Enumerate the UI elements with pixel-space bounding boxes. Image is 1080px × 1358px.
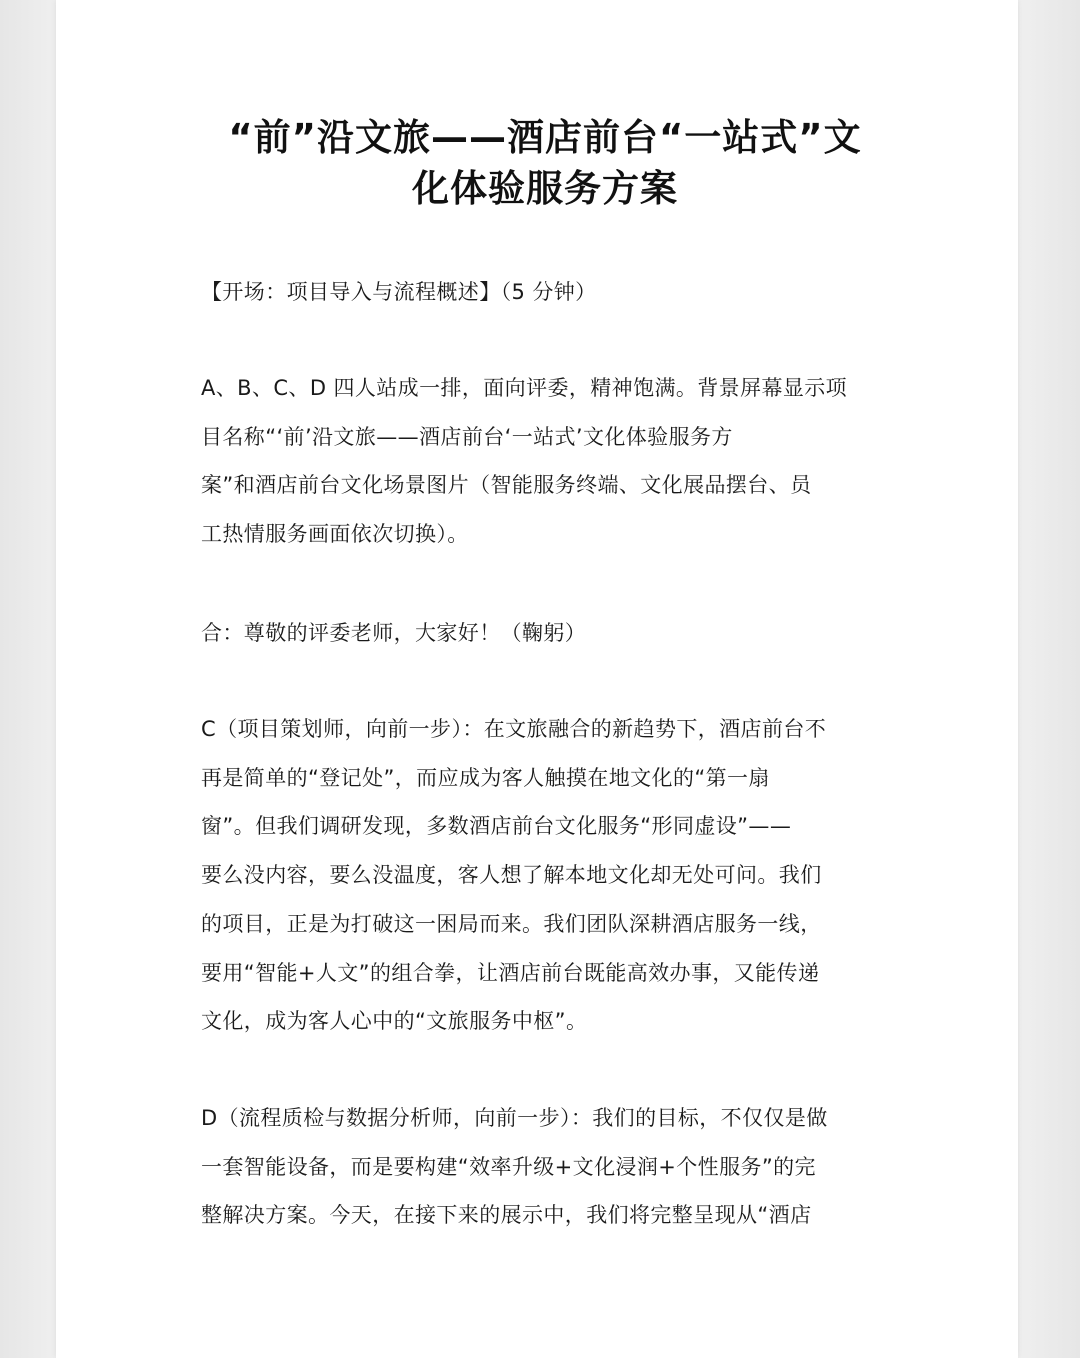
paragraph-line: 要用“智能+人文”的组合拳，让酒店前台既能高效办事，又能传递 xyxy=(201,960,820,985)
paragraph-line: 整解决方案。今天，在接下来的展示中，我们将完整呈现从“酒店 xyxy=(201,1203,812,1228)
paragraph-line: 的项目，正是为打破这一困局而来。我们团队深耕酒店服务一线， xyxy=(201,911,822,936)
speaker-d-paragraph xyxy=(201,1094,881,1240)
paragraph-line: 工热情服务画面依次切换）。 xyxy=(201,522,469,547)
section-heading-text: 【开场：项目导入与流程概述】（5 分钟） xyxy=(201,280,597,304)
paragraph-line: 再是简单的“登记处”，而应成为客人触摸在地文化的“第一扇 xyxy=(201,765,770,790)
paragraph-line: 窗”。但我们调研发现，多数酒店前台文化服务“形同虚设”—— xyxy=(201,814,792,839)
document-title xyxy=(202,112,888,214)
paragraph-line: C（项目策划师，向前一步）：在文旅融合的新趋势下，酒店前台不 xyxy=(201,717,827,741)
paragraph-line: 案”和酒店前台文化场景图片（智能服务终端、文化展品摆台、员 xyxy=(201,473,812,498)
stage-direction-paragraph xyxy=(201,364,881,559)
paragraph-line: 要么没内容，要么没温度，客人想了解本地文化却无处可问。我们 xyxy=(201,863,822,888)
greeting-paragraph xyxy=(201,609,881,658)
paragraph-line: A、B、C、D 四人站成一排，面向评委，精神饱满。背景屏幕显示项 xyxy=(201,376,848,400)
paragraph-line: 合：尊敬的评委老师，大家好！（鞠躬） xyxy=(201,621,587,645)
title-line: 化体验服务方案 xyxy=(412,167,678,210)
paragraph-line: 文化，成为客人心中的“文旅服务中枢”。 xyxy=(201,1009,588,1034)
paragraph-line: 一套智能设备，而是要构建“效率升级+文化浸润+个性服务”的完 xyxy=(201,1154,816,1179)
speaker-c-paragraph xyxy=(201,705,881,1046)
title-line: “前”沿文旅——酒店前台“一站式”文 xyxy=(228,116,862,159)
document-page xyxy=(56,0,1018,1358)
paragraph-line: D（流程质检与数据分析师，向前一步）：我们的目标，不仅仅是做 xyxy=(201,1106,828,1130)
section-heading xyxy=(201,268,881,317)
paragraph-line: 目名称“‘前’沿文旅——酒店前台‘一站式’文化体验服务方 xyxy=(201,424,733,449)
